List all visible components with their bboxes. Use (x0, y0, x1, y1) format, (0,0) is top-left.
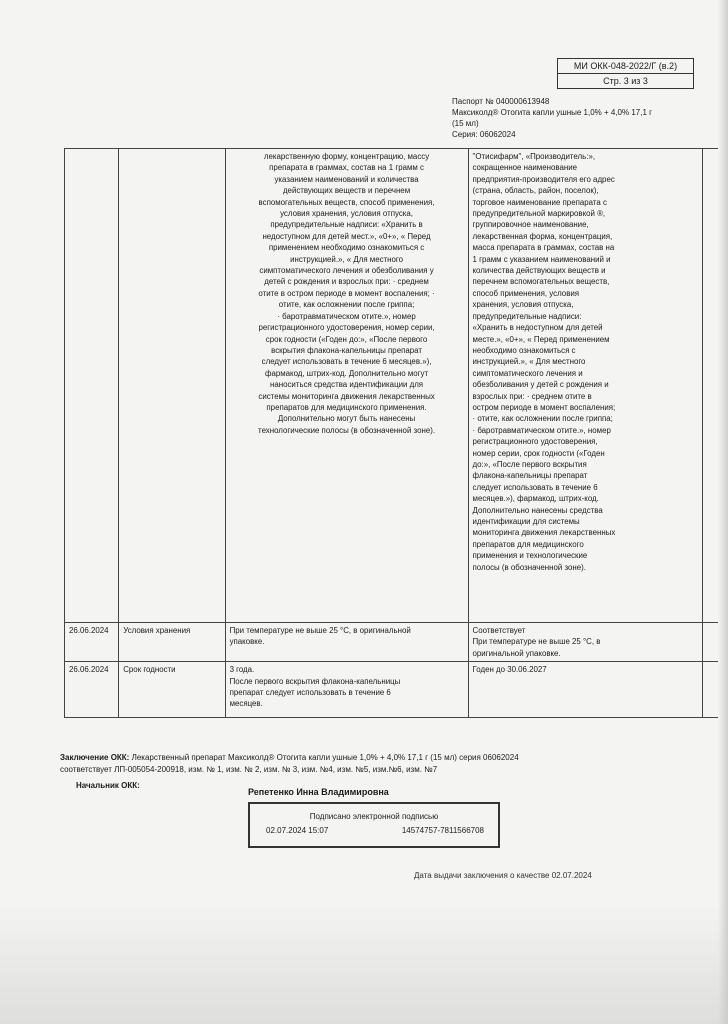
row-date: 26.06.2024 (65, 662, 119, 718)
quality-table (64, 148, 724, 718)
conclusion-block (60, 752, 660, 776)
row-fact-cell (468, 623, 703, 662)
document-reference: МИ ОКК-048-2022/Г (в.2) (573, 61, 678, 71)
row-fact: Годен до 30.06.2027 (468, 662, 703, 718)
chief-name: Репетенко Инна Владимировна (248, 787, 389, 797)
signature-title: Подписано электронной подписью (309, 812, 439, 821)
row-fact: При температуре не выше 25 °С, в оригинальной упаковке. (472, 637, 601, 658)
table-row-shelf-life (65, 662, 724, 718)
document-reference-box (557, 58, 694, 89)
conclusion-text-2: соответствует ЛП-005054-200918, изм. № 1, изм. № 2, изм. № 3, изм. №4, изм. №5, изм.№6, изм. №7 (60, 765, 438, 774)
row-date: 26.06.2024 (65, 623, 119, 662)
conclusion-text-1: Лекарственный препарат Максиколд® Отогита капли ушные 1,0% + 4,0% 17,1 г (15 мл) серия 06062024 (129, 753, 519, 762)
product-name: Максиколд® Отогита капли ушные 1,0% + 4,0% 17,1 г (452, 108, 653, 117)
electronic-signature-box (248, 802, 500, 848)
row-parameter: Условия хранения (119, 623, 225, 662)
row-parameter (119, 149, 225, 623)
chief-label: Начальник ОКК: (76, 781, 140, 790)
row-requirement: При температуре не выше 25 °С, в оригинальной упаковке. (225, 623, 468, 662)
signature-datetime: 02.07.2024 15:07 (266, 826, 329, 835)
row-requirement: лекарственную форму, концентрацию, массу препарата в граммах, состав на 1 грамм с указанием наименований и количества действующих веществ и перечнем вспомогательных веществ, способ применения, условия хранения, условия отпуска, предупредительные надписи: «Хранить в недоступном для детей мест.», «0+», « Перед применением необходимо ознакомиться с инструкцией.», « Для местного симптоматического лечения и обезболивания у детей с рождения и взрослых при: · среднем отите в остром периоде в момент воспаления; · отите, как осложнении после гриппа; · баротравматическом отите.», номер регистрационного удостоверения, номер серии, срок годности («Годен до:», «После первого вскрытия флакона-капельницы препарат следует использовать в течение 6 месяцев.»), фармакод, штрих-код. Дополнительно могут наноситься средства идентификации для системы мониторинга движения лекарственных препаратов для медицинского применения. Дополнительно могут быть нанесены технологические полосы (в обозначенной зоне). (225, 149, 468, 623)
row-fact: "Отисифарм", «Производитель:», сокращенное наименование предприятия-производителя его адрес (страна, область, район, поселок), торговое наименование препарата с предупредительной маркировкой ®, группировочное наименование, лекарственная форма, концентрация, масса препарата в граммах, состав на 1 грамм с указанием наименований и количества действующих веществ и перечнем вспомогательных веществ, способ применения, условия хранения, условия отпуска, предупредительные надписи: «Хранить в недоступном для детей месте.», «0+», « Перед применением необходимо ознакомиться с инструкцией.», « Для местного симптоматического лечения и обезболивания у детей с рождения и взрослых при: · среднем отите в остром периоде в момент воспаления; · отите, как осложнении после гриппа; · баротравматическом отите.», номер регистрационного удостоверения, номер серии, срок годности («Годен до:», «После первого вскрытия флакона-капельницы препарат следует использовать в течение 6 месяцев.»), фармакод, штрих-код. Дополнительно нанесены средства идентификации для системы мониторинга движения лекарственных препаратов для медицинского применения и технологические полосы (в обозначенной зоне). (468, 149, 703, 623)
series-number: Серия: 06062024 (452, 130, 516, 139)
page-number: Стр. 3 из 3 (558, 73, 693, 88)
passport-block (452, 96, 692, 140)
conclusion-label: Заключение ОКК: (60, 753, 130, 762)
row-date (65, 149, 119, 623)
signature-id: 14574757-7811566708 (401, 826, 484, 835)
passport-number: Паспорт № 040000613948 (452, 97, 550, 106)
row-requirement: 3 года. После первого вскрытия флакона-капельницы препарат следует использовать в течение 6 месяцев. (225, 662, 468, 718)
table-row-storage (65, 623, 724, 662)
scan-edge-shadow (718, 0, 728, 1024)
scan-bottom-shadow (0, 904, 728, 1024)
row-fact-status: Соответствует (472, 626, 526, 635)
table-row-labeling (65, 149, 724, 623)
issue-date: Дата выдачи заключения о качестве 02.07.2024 (414, 871, 592, 880)
row-parameter: Срок годности (119, 662, 225, 718)
product-volume: (15 мл) (452, 119, 479, 128)
